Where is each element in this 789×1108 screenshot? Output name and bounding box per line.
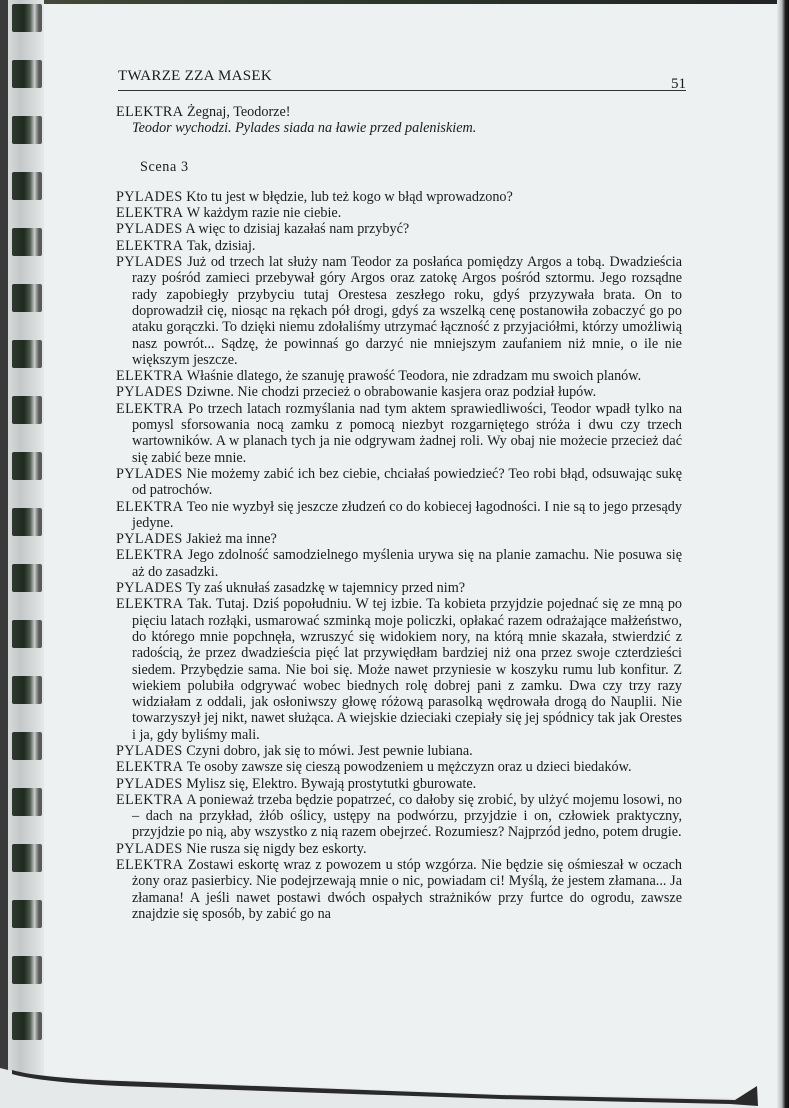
speech-text: Jakież ma inne? xyxy=(186,531,277,548)
dialogue-line xyxy=(116,254,682,368)
scan-top-edge xyxy=(0,0,789,4)
speaker-name: ELEKTRA xyxy=(116,596,184,613)
speaker-name: ELEKTRA xyxy=(116,759,184,776)
binding-ring-icon xyxy=(12,396,42,424)
speaker-name: PYLADES xyxy=(116,188,183,205)
binding-ring-icon xyxy=(12,284,42,312)
dialogue-line xyxy=(116,401,682,466)
dialogue-line xyxy=(116,596,682,743)
speaker-name: ELEKTRA xyxy=(116,547,184,564)
speech-text: A ponieważ trzeba będzie popatrzeć, co dałoby się zrobić, by ulżyć mojemu losowi, no – dach na przykład, żłób oślicy, ustępy na podwórzu, przyjdzie i on, człowiek praktyczny, przyjdzie po nią, aby wszystko z nią razem obejrzeć. Rozumiesz? Najprzód jedno, potem drugie. xyxy=(132,791,682,841)
dialogue-line xyxy=(116,466,682,499)
dialogue-line xyxy=(116,547,682,580)
speaker-name: PYLADES xyxy=(116,465,183,482)
speaker-name: ELEKTRA xyxy=(116,400,184,417)
speaker-name: ELEKTRA xyxy=(116,498,184,515)
binding-ring-icon xyxy=(12,900,42,928)
scene-heading: Scena 3 xyxy=(140,158,189,175)
speaker-name: ELEKTRA xyxy=(116,237,184,254)
speaker-name: ELEKTRA xyxy=(116,791,184,808)
speech-text: Właśnie dlatego, że szanuję prawość Teodora, nie zdradzam mu swoich planów. xyxy=(186,368,642,385)
binding-ring-icon xyxy=(12,564,42,592)
binding-ring-icon xyxy=(12,452,42,480)
speech-text: A więc to dzisiaj kazałaś nam przybyć? xyxy=(185,221,410,238)
speaker-name: PYLADES xyxy=(116,384,183,401)
binding-ring-icon xyxy=(12,732,42,760)
dialogue-line xyxy=(116,384,682,400)
speech-text: Nie rusza się nigdy bez eskorty. xyxy=(186,840,367,857)
dialogue-line xyxy=(116,205,682,221)
binding-ring-icon xyxy=(12,1012,42,1040)
speech-text: Już od trzech lat służy nam Teodor za posłańca pomiędzy Argos a tobą. Dwadzieścia razy pośród zamieci przebywał góry Argos oraz zatokę Argos pośród sztormu. Jego rozsądne rady zapobiegły przybyciu tutaj Orestesa zeszłego roku, gdyś przyzywała brata. On to doprowadził cię, niosąc na rękach pół drogi, gdyś za wszelką cenę postanowiła zobaczyć go po ataku gorączki. To dzięki niemu zdołaliśmy utrzymać łączność z przyjaciółmi, którzy umożliwią nasz powrót... Sądzę, że powinnaś go darzyć nie mniejszym zaufaniem niż mnie, o ile nie większym jeszcze. xyxy=(132,254,682,368)
dialogue-line xyxy=(116,499,682,532)
speaker-name: ELEKTRA xyxy=(116,857,184,874)
speaker-name: ELEKTRA xyxy=(116,205,184,222)
dialogue-list xyxy=(116,189,682,922)
binding-ring-icon xyxy=(12,844,42,872)
speaker-name: PYLADES xyxy=(116,221,183,238)
speech-text: Jego zdolność samodzielnego myślenia urywa się na planie zamachu. Nie posuwa się aż do zasadzki. xyxy=(132,547,683,580)
speech-text: Tak. Tutaj. Dziś popołudniu. W tej izbie. Ta kobieta przyjdzie pojednać się ze mną po pięciu latach rozłąki, usmarować szminką moje policzki, opłakać razem odrażające małżeństwo, do którego mnie popchnęła, wzruszyć się widokiem nory, na którą mnie skazała, stwierdzić z radością, że przez dwadzieścia pięć lat przywiędłam bardziej niż ona przez swoje czterdzieści siedem. Przybędzie sama. Nie boi się. Może nawet przyniesie w koszyku rumu lub konfitur. Z wiekiem polubiła odgrywać wobec biednych rolę dobrej pani z zamku. Dwa czy trzy razy widziałam z oddali, jak osłoniwszy głowę różową parasolką wędrowała drogą do Nauplii. Nie towarzyszył jej nikt, nawet służąca. A wiejskie dzieciaki czepiały się jej spódnicy tak jak Orestes i ja, gdy byliśmy mali. xyxy=(132,596,683,743)
speaker-name: ELEKTRA xyxy=(116,104,184,120)
dialogue-line xyxy=(116,580,682,596)
dialogue-line xyxy=(116,189,682,205)
binding-ring-icon xyxy=(12,620,42,648)
dialogue-line xyxy=(116,368,682,384)
scan-right-edge xyxy=(777,0,789,1108)
binding-ring-icon xyxy=(12,4,42,32)
binding-ring-icon xyxy=(12,956,42,984)
binding-shadow xyxy=(0,0,8,1108)
spiral-binding xyxy=(0,0,44,1108)
stage-direction: Teodor wychodzi. Pylades siada na ławie przed paleniskiem. xyxy=(132,120,477,137)
speech-text: Kto tu jest w błędzie, lub też kogo w błąd wprowadzono? xyxy=(186,188,513,205)
speech-text: Tak, dzisiaj. xyxy=(186,237,256,254)
speech-text: Ty zaś uknułaś zasadzkę w tajemnicy przed nim? xyxy=(185,580,466,597)
binding-ring-icon xyxy=(12,676,42,704)
page-number: 51 xyxy=(671,76,686,92)
speaker-name: PYLADES xyxy=(116,254,183,271)
running-title: TWARZE ZZA MASEK xyxy=(118,68,272,84)
play-text xyxy=(116,104,682,922)
dialogue-line xyxy=(116,743,682,759)
binding-ring-icon xyxy=(12,172,42,200)
binding-ring-icon xyxy=(12,60,42,88)
speech-text: Nie możemy zabić ich bez ciebie, chciałaś powiedzieć? Teo robi błąd, odsuwając sukę od patrochów. xyxy=(132,465,682,499)
speaker-name: PYLADES xyxy=(116,531,183,548)
speech-text: Zostawi eskortę wraz z powozem u stóp wzgórza. Nie będzie się ośmieszał w oczach żony oraz pasierbicy. Nie podejrzewają mnie o nic, powiadam ci! Myślą, że jestem złamana... Ja złamana! A jeśli nawet postawi dwóch ospałych strażników przy furtce do ogrodu, zawsze znajdzie się sposób, by zabić go na xyxy=(132,857,683,922)
speaker-name: PYLADES xyxy=(116,775,183,792)
binding-ring-icon xyxy=(12,508,42,536)
dialogue-line xyxy=(116,857,682,922)
speaker-name: ELEKTRA xyxy=(116,368,184,385)
running-header xyxy=(118,66,686,91)
dialogue-line xyxy=(116,792,682,841)
speaker-name: PYLADES xyxy=(116,840,183,857)
dialogue-line xyxy=(116,531,682,547)
binding-ring-icon xyxy=(12,228,42,256)
speech-text: Dziwne. Nie chodzi przecież o obrabowanie kasjera oraz podział łupów. xyxy=(186,384,597,401)
dialogue-line xyxy=(116,841,682,857)
speaker-name: PYLADES xyxy=(116,580,183,597)
dialogue-line xyxy=(116,238,682,254)
binding-ring-icon xyxy=(12,788,42,816)
speech-text: W każdym razie nie ciebie. xyxy=(186,205,342,222)
binding-ring-icon xyxy=(12,116,42,144)
opening-line xyxy=(116,104,682,120)
page-bottom-curl xyxy=(0,1068,789,1108)
dialogue-line xyxy=(116,221,682,237)
speech-text: Teo nie wyzbył się jeszcze złudzeń co do kobiecej łagodności. I nie są to jego przesądy jedyne. xyxy=(132,498,682,531)
speech-text: Po trzech latach rozmyślania nad tym aktem sprawiedliwości, Teodor wpadł tylko na pomysl sforsowania nocą zamku z pomocą niezbyt rozgarniętego stróża i dwu czy trzech wartowników. A w planach tych ja nie odgrywam żadnej roli. Wy obaj nie możecie przecież dać się zabić beze mnie. xyxy=(132,400,682,466)
speaker-name: PYLADES xyxy=(116,742,183,759)
speech-text: Mylisz się, Elektro. Bywają prostytutki gburowate. xyxy=(186,775,477,792)
speech-text: Te osoby zawsze się cieszą powodzeniem u mężczyzn oraz u dzieci biedaków. xyxy=(186,759,632,776)
dialogue-line xyxy=(116,776,682,792)
dialogue-line xyxy=(116,759,682,775)
binding-ring-icon xyxy=(12,340,42,368)
speech-text: Żegnaj, Teodorze! xyxy=(186,104,291,120)
speech-text: Czyni dobro, jak się to mówi. Jest pewnie lubiana. xyxy=(186,742,473,759)
